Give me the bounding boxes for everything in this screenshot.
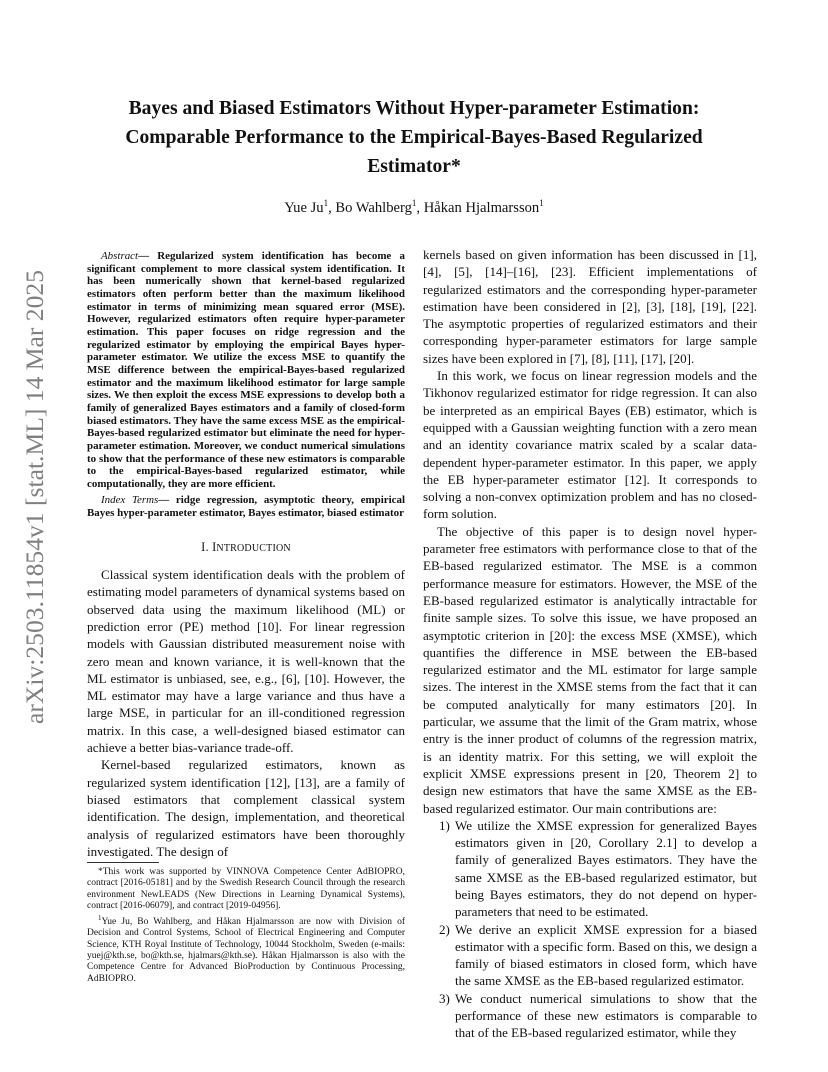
section-number: I. [201,539,213,554]
index-terms-text: — ridge regression, asymptotic theory, empirical Bayes hyper-parameter estimator, Bayes estimator, biased estimator [87,494,405,520]
title-line: Estimator* [367,156,461,177]
footnote-affiliation: $^1$Yue Ju, Bo Wahlberg, and Håkan Hjalmarsson are now with Division of Decision and Control Systems, School of Electrical Engineering and Computer Science, KTH Royal Institute of Technology, 10044 Stockholm, Sweden (e-mails: yuej@kth.se, bo@kth.se, hjalmars@kth.se). Håkan Hjalmarsson is also with the Competence Centre for Advanced BioProduction by Continuous Processing, AdBIOPRO. [87,913,405,984]
arxiv-identifier [18,249,52,744]
footnote-rule [87,862,159,863]
contribution-text: We conduct numerical simulations to show that the performance of these new estimators is comparable to that of the EB-based regularized estimator, while they [455,990,757,1041]
abstract-label: Abstract [101,250,139,262]
contribution-item [423,990,757,1042]
title-line: Comparable Performance to the Empirical-Bayes-Based Regularized [125,127,703,148]
abstract [87,250,405,490]
contribution-number: 3) [439,990,450,1006]
contribution-text: We utilize the XMSE expression for generalized Bayes estimators given in [20, Corollary 2.1] to develop a family of generalized Bayes estimators. They have the same XMSE as the EB-based regularized estimator, but being Bayes estimators, they do not depend on hyper-parameters that need to be estimated. [455,817,757,920]
abstract-text: — Regularized system identification has become a significant complement to more classical system identification. It has been numerically shown that kernel-based regularized estimators often perform better than the maximum likelihood estimator in terms of minimizing mean squared error (MSE). However, regularized estimators often require hyper-parameter estimation. This paper focuses on ridge regression and the regularized estimator by employing the empirical Bayes hyper-parameter estimator. We utilize the excess MSE to quantify the MSE difference between the empirical-Bayes-based regularized estimator and the maximum likelihood estimator for large sample sizes. We then exploit the excess MSE expressions to develop both a family of generalized Bayes estimators and a family of closed-form biased estimators. They have the same excess MSE as the empirical-Bayes-based regularized estimator but eliminate the need for hyper-parameter estimation. Moreover, we conduct numerical simulations to show that the performance of these new estimators is comparable to the empirical-Bayes-based regularized estimator, while computationally, they are more efficient. [87,250,405,490]
footnotes [87,867,405,985]
author-name: Håkan Hjalmarsson [423,199,540,216]
author-affiliation-mark: 1 [323,198,329,208]
body-paragraph: Kernel-based regularized estimators, known as regularized system identification [12], [13], are a family of biased estimators that complement classical system identification. The design, implementation, and theoretical analysis of regularized estimators have been thoroughly investigated. The design of [87,757,405,859]
section-title-initial: I [212,539,217,554]
index-terms-label: Index Terms [101,494,159,507]
section-title-rest: NTRODUCTION [216,542,291,554]
contribution-number: 2) [439,921,450,937]
footnote-funding: *This work was supported by VINNOVA Competence Center AdBIOPRO, contract [2016-05181] and by the Swedish Research Council through the research environment NewLEADS (New Directions in Learning Dynamical Systems), contract [2016-06079], and contract [2019-04956]. [87,867,405,912]
author-name: Yue Ju [284,199,324,216]
contribution-item [423,921,757,990]
contributions-list [423,817,757,1042]
author-name: Bo Wahlberg [335,199,412,216]
paper-title [70,94,758,181]
index-terms [87,494,405,519]
contribution-item [423,817,757,921]
abstract-indent [87,250,101,262]
index-terms-indent [87,494,101,506]
arxiv-identifier-text: arXiv:2503.11854v1 [stat.ML] 14 Mar 2025 [20,269,49,724]
author-separator: , [328,199,336,216]
author-affiliation-mark: 1 [411,198,417,208]
contribution-number: 1) [439,817,450,833]
body-paragraph: kernels based on given information has been discussed in [1], [4], [5], [14]–[16], [23]. Efficient implementations of regularized estimators and the corresponding hyper-parameter estimation have been considered in [2], [3], [18], [19], [22]. The asymptotic properties of regularized estimators and their corresponding hyper-parameter estimators for large sample sizes have been explored in [7], [8], [11], [17], [20]. [423,247,757,366]
left-column [87,250,405,860]
footnote-marker: 1 [98,913,102,922]
title-line: Bayes and Biased Estimators Without Hyper-parameter Estimation: [128,98,700,119]
author-list [70,198,758,217]
contribution-text: We derive an explicit XMSE expression for a biased estimator with a specific form. Based on this, we design a family of biased estimators in closed form, which have the same XMSE as the EB-based regularized estimator. [455,921,757,989]
author-affiliation-mark: 1 [539,198,544,208]
body-paragraph: In this work, we focus on linear regression models and the Tikhonov regularized estimator for ridge regression. It can also be interpreted as an empirical Bayes (EB) estimator, which is equipped with a Gaussian weighting function with a zero mean and an identity covariance matrix scaled by a scalar data-dependent hyper-parameter estimator. In this paper, we apply the EB hyper-parameter estimator [12]. It corresponds to solving a non-convex optimization problem and has no closed-form solution. [423,368,757,522]
body-paragraph: The objective of this paper is to design novel hyper-parameter free estimators with performance close to that of the EB-based regularized estimator. The MSE is a common performance measure for estimators. However, the MSE of the EB-based regularized estimator is analytically intractable for finite sample sizes. To solve this issue, we have proposed an asymptotic criterion in [20]: the excess MSE (XMSE), which quantifies the difference in MSE between the EB-based regularized estimator and the ML estimator for large sample sizes. The interest in the XMSE stems from the fact that it can be computed analytically for many estimators [20]. In particular, we assume that the limit of the Gram matrix, whose entry is the inner product of columns of the regression matrix, is an identity matrix. For this setting, we will exploit the explicit XMSE expressions present in [20, Theorem 2] to design new estimators that have the same XMSE as the EB-based regularized estimator. Our main contributions are: [423,523,757,816]
body-paragraph: Classical system identification deals with the problem of estimating model parameters of dynamical systems based on observed data using the maximum likelihood (ML) or prediction error (PE) method [10]. For linear regression models with Gaussian distributed measurement noise with zero mean and known variance, it is well-known that the ML estimator is unbiased, see, e.g., [6], [10]. However, the ML estimator may have a large variance and thus have a large MSE, in particular for an ill-conditioned regression matrix. In this case, a well-designed biased estimator can achieve a better bias-variance trade-off. [87,567,405,756]
right-column [423,246,757,1042]
author-separator: , [416,199,424,216]
section-heading-introduction [87,539,405,557]
